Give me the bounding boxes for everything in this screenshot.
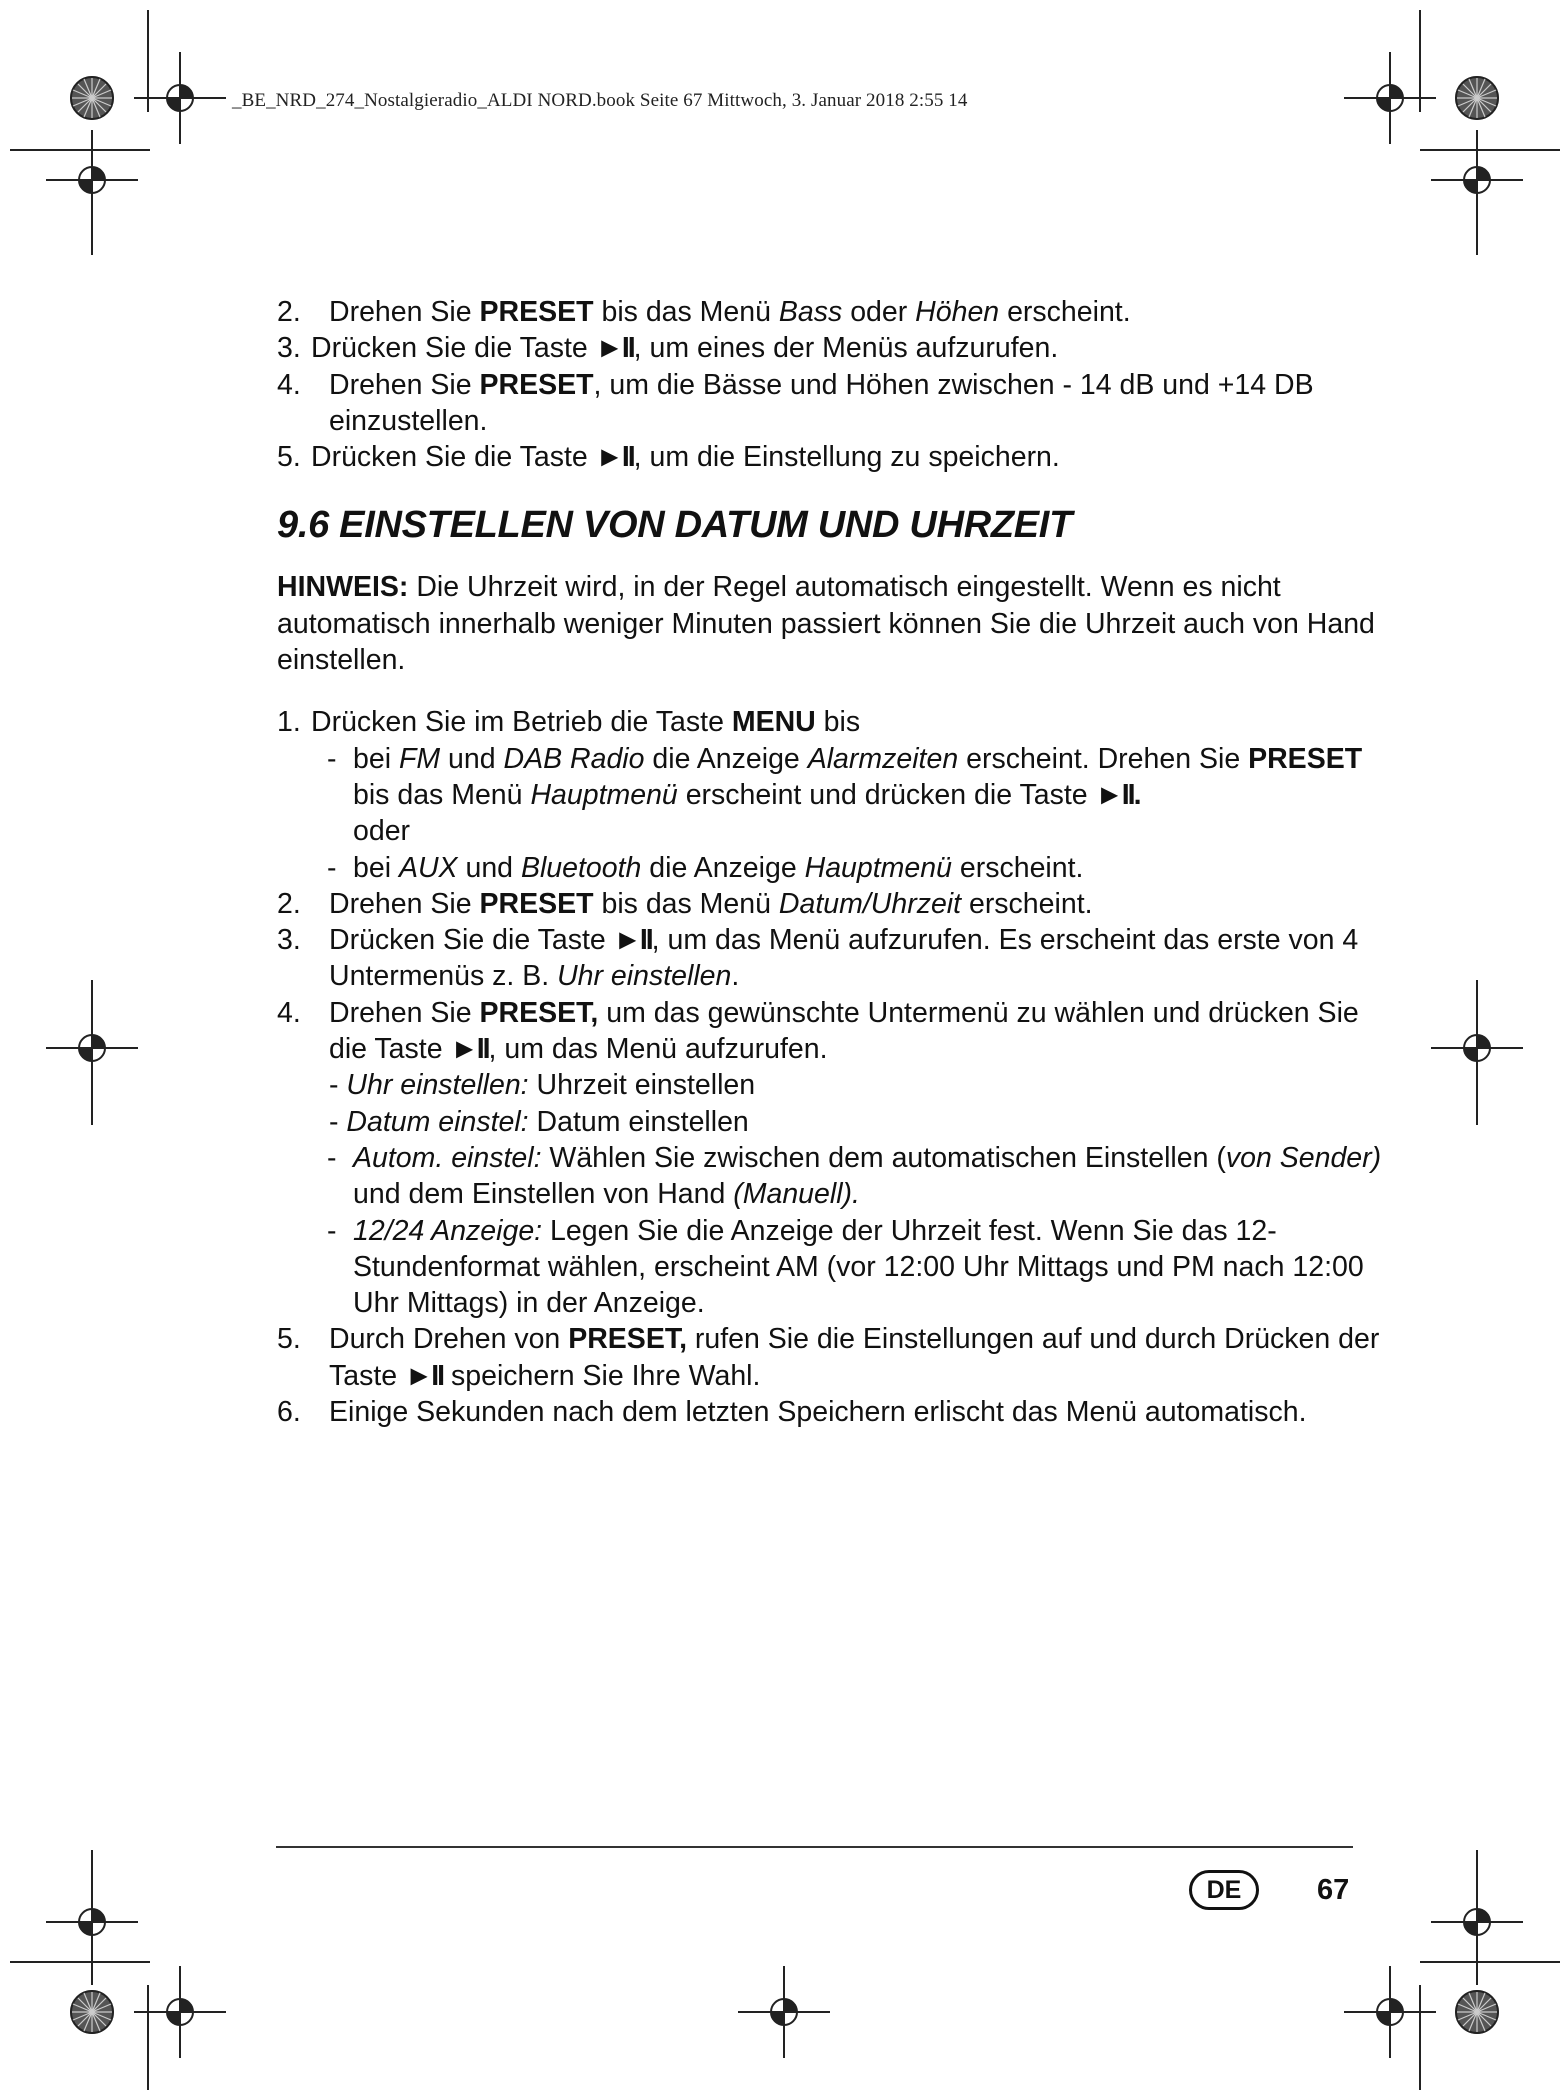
note-paragraph: HINWEIS: Die Uhrzeit wird, in der Regel automatisch eingestellt. Wenn es nicht automatisch innerhalb weniger Minuten passiert können Sie die Uhrzeit auch von Hand einstellen.	[277, 571, 1375, 677]
list-item: 6. Einige Sekunden nach dem letzten Speichern erlischt das Menü automatisch.	[277, 1394, 1387, 1430]
step-number: 1.	[277, 706, 301, 739]
play-pause-icon: ►II	[613, 924, 652, 957]
list-item: 4. Drehen Sie PRESET, um das gewünschte Untermenü zu wählen und drücken Sie die Taste ►II, um das Menü aufzurufen.	[277, 996, 1359, 1066]
list-item: 5. Drücken Sie die Taste ►II, um die Einstellung zu speichern.	[277, 439, 1387, 475]
step-number: 5.	[277, 1323, 301, 1356]
document-body	[277, 294, 1387, 1430]
print-header-imprint: _BE_NRD_274_Nostalgieradio_ALDI NORD.book Seite 67 Mittwoch, 3. Januar 2018 2:55 14	[232, 90, 968, 111]
play-pause-icon: ►II	[1095, 778, 1134, 811]
sub-list-item: - Datum einstel: Datum einstellen	[329, 1105, 749, 1138]
list-item: 2. Drehen Sie PRESET bis das Menü Datum/Uhrzeit erscheint.	[277, 886, 1387, 922]
sub-list-item: - bei AUX und Bluetooth die Anzeige Hauptmenü erscheint.	[327, 851, 1084, 884]
sub-list-item: - Uhr einstellen: Uhrzeit einstellen	[329, 1069, 756, 1102]
step-number: 2.	[277, 887, 301, 920]
sub-list-item: - bei FM und DAB Radio die Anzeige Alarmzeiten erscheint. Drehen Sie PRESET bis das Menü Hauptmenü erscheint und drücken die Taste ►II.	[327, 742, 1363, 811]
step-number: 5.	[277, 441, 301, 474]
sub-list-item: - Autom. einstel: Wählen Sie zwischen dem automatischen Einstellen (von Sender) und dem Einstellen von Hand (Manuell).	[327, 1141, 1382, 1211]
footer-divider	[276, 1846, 1353, 1848]
section-heading: 9.6 EINSTELLEN VON DATUM UND UHRZEIT	[277, 504, 1072, 547]
language-badge: DE	[1189, 1870, 1259, 1910]
or-text: oder	[353, 815, 411, 848]
play-pause-icon: ►II	[405, 1359, 444, 1392]
step-number: 3.	[277, 924, 301, 957]
list-item: 5. Durch Drehen von PRESET, rufen Sie die Einstellungen auf und durch Drücken der Taste ►II speichern Sie Ihre Wahl.	[277, 1323, 1380, 1392]
note-label: HINWEIS:	[277, 571, 409, 604]
step-number: 3.	[277, 332, 301, 365]
list-item: 2. Drehen Sie PRESET bis das Menü Bass oder Höhen erscheint.	[277, 294, 1387, 330]
list-item: 1. Drücken Sie im Betrieb die Taste MENU bis	[277, 704, 1387, 740]
step-number: 4.	[277, 368, 301, 401]
list-item: 4. Drehen Sie PRESET, um die Bässe und Höhen zwischen - 14 dB und +14 DB einzustellen.	[277, 368, 1314, 437]
step-number: 6.	[277, 1396, 301, 1429]
play-pause-icon: ►II	[450, 1033, 489, 1066]
list-item: 3. Drücken Sie die Taste ►II, um das Menü aufzurufen. Es erscheint das erste von 4 Untermenüs z. B. Uhr einstellen.	[277, 924, 1359, 993]
play-pause-icon: ►II	[595, 441, 634, 474]
list-item: 3. Drücken Sie die Taste ►II, um eines der Menüs aufzurufen.	[277, 330, 1387, 366]
play-pause-icon: ►II	[595, 332, 634, 365]
page-number: 67	[1317, 1874, 1350, 1906]
step-number: 2.	[277, 296, 301, 328]
step-number: 4.	[277, 996, 301, 1029]
sub-list-item: - 12/24 Anzeige: Legen Sie die Anzeige der Uhrzeit fest. Wenn Sie das 12-Stundenformat wählen, erscheint AM (vor 12:00 Uhr Mittags und PM nach 12:00 Uhr Mittags) in der Anzeige.	[327, 1214, 1364, 1320]
